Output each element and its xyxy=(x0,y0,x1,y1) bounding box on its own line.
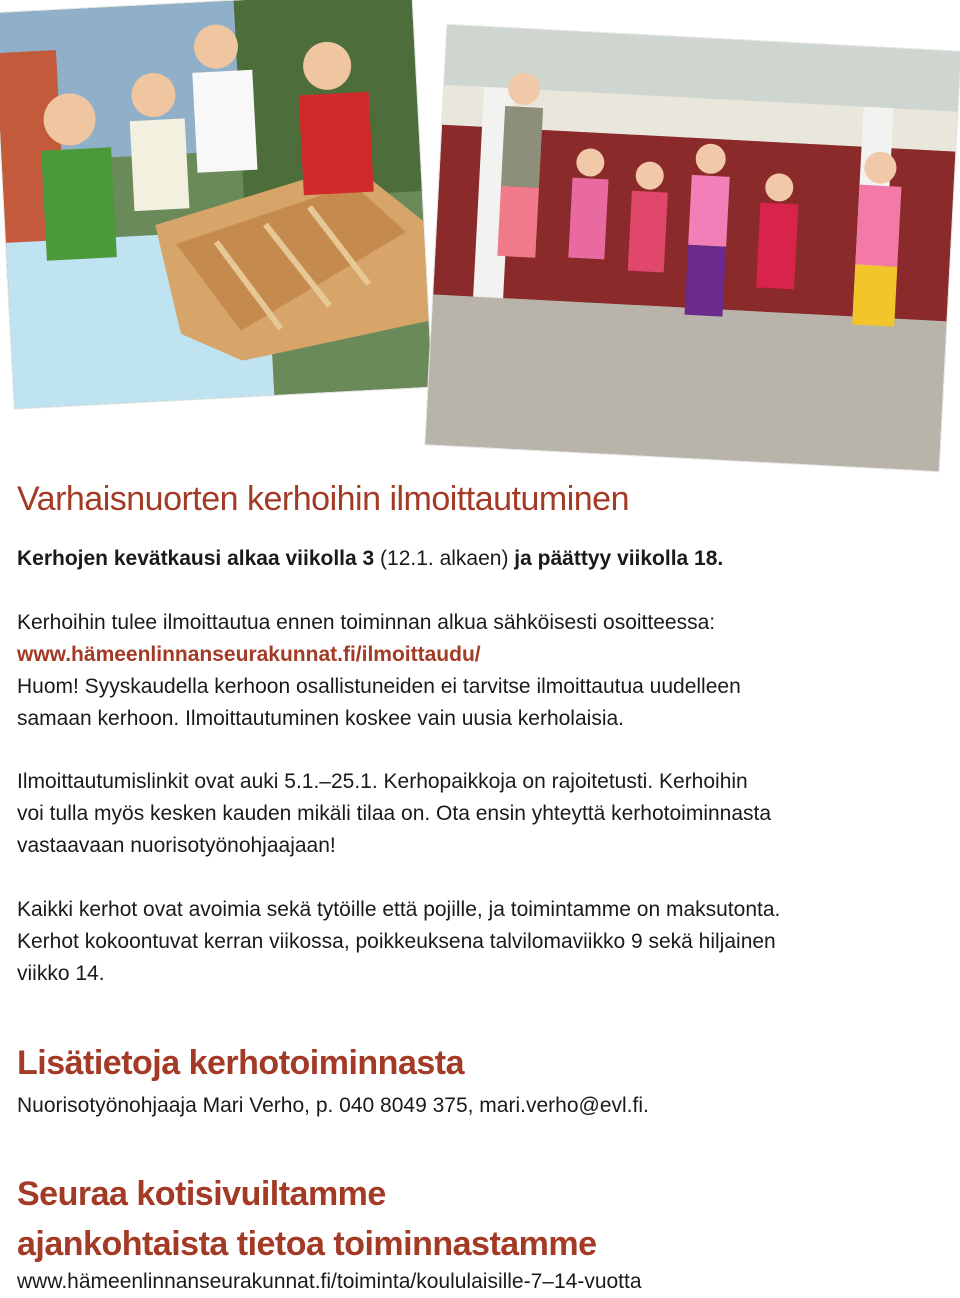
season-start: Kerhojen kevätkausi alkaa viikolla 3 xyxy=(17,547,375,570)
follow-title-line-2: ajankohtaista tietoa toiminnastamme xyxy=(17,1225,597,1263)
note-line-1: Huom! Syyskaudella kerhoon osallistuneiden ei tarvitse ilmoittautua uudelleen xyxy=(17,675,741,698)
more-info-title: Lisätietoja kerhotoiminnasta xyxy=(17,1044,464,1082)
info-line-3: viikko 14. xyxy=(17,962,105,985)
register-link-line xyxy=(17,639,940,671)
registration-title: Varhaisnuorten kerhoihin ilmoittautuminen xyxy=(17,480,630,518)
season-end: ja päättyy viikolla 18. xyxy=(514,547,724,570)
links-line-2: voi tulla myös kesken kauden mikäli tilaa on. Ota ensin yhteyttä kerhotoiminnasta xyxy=(17,802,772,825)
contact-info: Nuorisotyönohjaaja Mari Verho, p. 040 8049 375, mari.verho@evl.fi. xyxy=(17,1094,649,1117)
links-line-3: vastaavaan nuorisotyönohjaajaan! xyxy=(17,834,336,857)
note-line-2: samaan kerhoon. Ilmoittautuminen koskee vain uusia kerholaisia. xyxy=(17,707,625,730)
follow-title-line-1: Seuraa kotisivuiltamme xyxy=(17,1175,386,1213)
links-line-1: Ilmoittautumislinkit ovat auki 5.1.–25.1. Kerhopaikkoja on rajoitetusti. Kerhoihin xyxy=(17,770,748,793)
kids-jumping-photo xyxy=(425,25,960,471)
info-line-1: Kaikki kerhot ovat avoimia sekä tytöille että pojille, ja toimintamme on maksutonta. xyxy=(17,898,781,921)
register-text: Kerhoihin tulee ilmoittautua ennen toiminnan alkua sähköisesti osoitteessa: xyxy=(17,611,716,634)
kids-shuffleboard-photo xyxy=(0,0,432,409)
season-info xyxy=(17,543,940,575)
homepage-url[interactable]: www.hämeenlinnanseurakunnat.fi/toiminta/koululaisille-7–14-vuotta xyxy=(17,1270,642,1293)
info-line-2: Kerhot kokoontuvat kerran viikossa, poikkeuksena talvilomaviikko 9 sekä hiljainen xyxy=(17,930,776,953)
season-date: (12.1. alkaen) xyxy=(374,547,515,570)
register-link[interactable]: www.hämeenlinnanseurakunnat.fi/ilmoittaudu/ xyxy=(17,643,481,666)
